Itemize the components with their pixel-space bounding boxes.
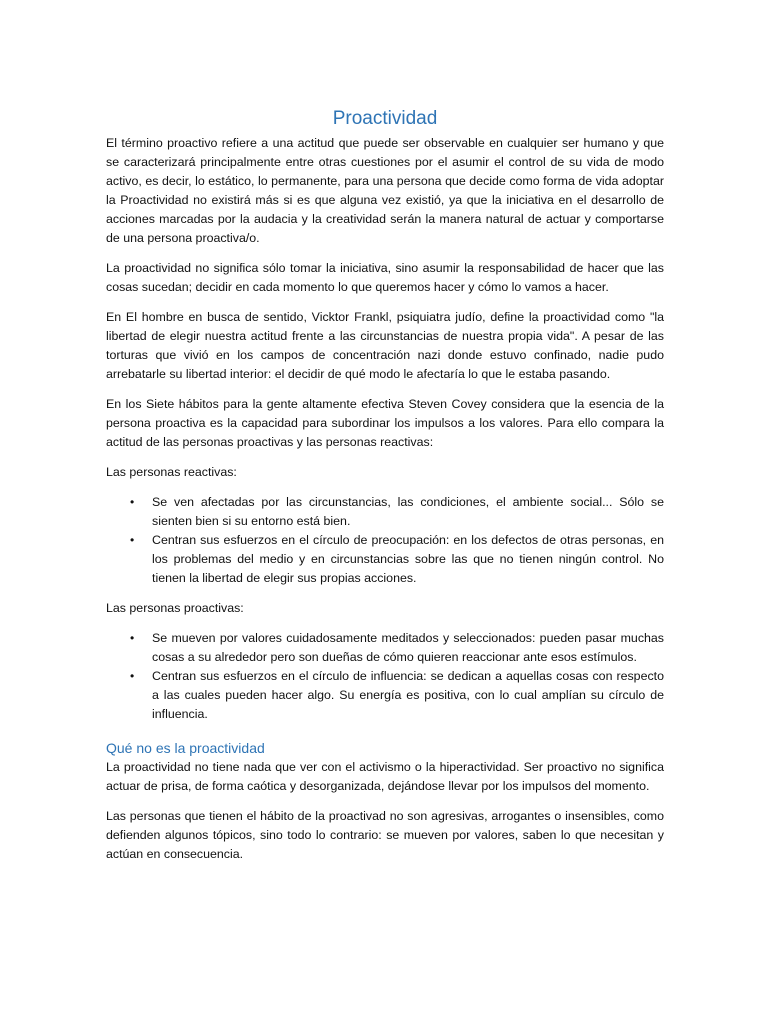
bullet-icon: • <box>130 631 135 645</box>
proactive-people-label: Las personas proactivas: <box>106 601 244 615</box>
paragraph-not-activism: La proactividad no tiene nada que ver con el activismo o la hiperactividad. Ser proactivo no significa actuar de prisa, de forma caótica y desorganizada, dejándose llevar por los impulsos del momento. <box>106 760 664 793</box>
list-item <box>106 531 664 588</box>
list-item <box>106 629 664 667</box>
bullet-icon: • <box>130 533 135 547</box>
list-item <box>106 493 664 531</box>
list-item-text: Se mueven por valores cuidadosamente meditados y seleccionados: pueden pasar muchas cosas a su alrededor pero son dueñas de cómo quieren reaccionar ante esos estímulos. <box>152 631 664 664</box>
paragraph-values: Las personas que tienen el hábito de la proactivad no son agresivas, arrogantes o insensibles, como defienden algunos tópicos, sino todo lo contrario: se mueven por valores, saben lo que necesitan y actúan en consecuencia. <box>106 809 664 861</box>
reactive-people-list <box>106 493 664 588</box>
paragraph-covey: En los Siete hábitos para la gente altamente efectiva Steven Covey considera que la esencia de la persona proactiva es la capacidad para subordinar los impulsos a los valores. Para ello compara la actitud de las personas proactivas y las personas reactivas: <box>106 397 664 449</box>
document-title: Proactividad <box>332 108 438 129</box>
proactive-people-list <box>106 629 664 724</box>
section-heading: Qué no es la proactividad <box>106 740 265 756</box>
paragraph-responsibility: La proactividad no significa sólo tomar la iniciativa, sino asumir la responsabilidad de hacer que las cosas sucedan; decidir en cada momento lo que queremos hacer y cómo lo vamos a hacer. <box>106 261 664 294</box>
list-item <box>106 667 664 724</box>
bullet-icon: • <box>130 669 135 683</box>
paragraph-definition: El término proactivo refiere a una actitud que puede ser observable en cualquier ser humano y que se caracterizará principalmente entre otras cuestiones por el asumir el control de su vida de modo activo, es decir, lo estático, lo permanente, para una persona que decide como forma de vida adoptar la Proactividad no existirá más si es que alguna vez existió, ya que la iniciativa en el desarrollo de acciones marcadas por la audacia y la creatividad serán la manera natural de actuar y comportarse de una persona proactiva/o. <box>106 136 664 245</box>
reactive-people-label: Las personas reactivas: <box>106 465 237 479</box>
paragraph-frankl: En El hombre en busca de sentido, Vicktor Frankl, psiquiatra judío, define la proactividad como "la libertad de elegir nuestra actitud frente a las circunstancias de nuestra propia vida". A pesar de las torturas que vivió en los campos de concentración nazi donde estuvo confinado, nadie pudo arrebatarle su libertad interior: el decidir de qué modo le afectaría lo que le estaba pasando. <box>106 310 664 381</box>
list-item-text: Centran sus esfuerzos en el círculo de preocupación: en los defectos de otras personas, en los problemas del medio y en circunstancias sobre las que no tienen ningún control. No tienen la libertad de elegir sus propias acciones. <box>152 533 664 585</box>
bullet-icon: • <box>130 495 135 509</box>
list-item-text: Se ven afectadas por las circunstancias, las condiciones, el ambiente social... Sólo se sienten bien si su entorno está bien. <box>152 495 664 528</box>
list-item-text: Centran sus esfuerzos en el círculo de influencia: se dedican a aquellas cosas con respecto a las cuales pueden hacer algo. Su energía es positiva, con lo cual amplían su círculo de influencia. <box>152 669 664 721</box>
